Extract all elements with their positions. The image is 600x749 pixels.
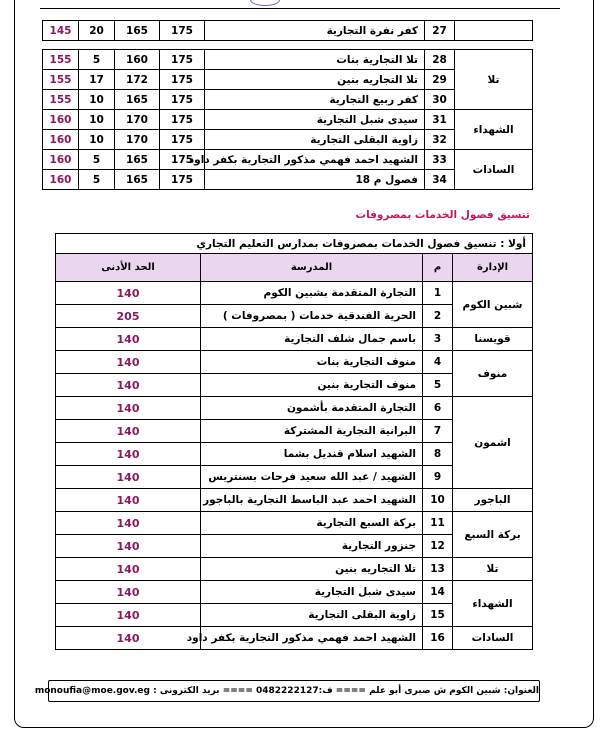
row-number: 7 xyxy=(423,420,453,443)
score-value: 170 xyxy=(115,130,160,150)
max-score: 175 xyxy=(160,50,205,70)
school-name: الحرية الفندقية خدمات ( بمصروفات ) xyxy=(201,305,423,328)
header-number: م xyxy=(423,254,453,282)
table-row xyxy=(56,512,533,535)
max-score: 175 xyxy=(160,150,205,170)
table-row xyxy=(56,627,533,650)
table-row xyxy=(56,328,533,351)
school-name: باسم جمال شلف التجارية xyxy=(201,328,423,351)
min-score: 205 xyxy=(56,305,201,328)
row-number: 12 xyxy=(423,535,453,558)
min-score: 145 xyxy=(43,21,79,41)
school-name: بركة السبع التجارية xyxy=(201,512,423,535)
school-name: منوف التجارية بنات xyxy=(201,351,423,374)
school-name: سيدى شبل التجارية xyxy=(205,110,425,130)
school-name: فصول م 18 xyxy=(205,170,425,190)
school-name: البرانية التجارية المشتركة xyxy=(201,420,423,443)
row-number: 13 xyxy=(423,558,453,581)
school-name: زاوية البقلى التجارية xyxy=(205,130,425,150)
district-cell: تلا xyxy=(455,50,533,110)
min-score: 160 xyxy=(43,150,79,170)
district-cell: شبين الكوم xyxy=(453,282,533,328)
district-cell: تلا xyxy=(453,558,533,581)
row-number: 30 xyxy=(425,90,455,110)
row-number: 28 xyxy=(425,50,455,70)
header-strip xyxy=(40,0,560,9)
header-district: الإدارة xyxy=(453,254,533,282)
row-number: 29 xyxy=(425,70,455,90)
min-score: 140 xyxy=(56,351,201,374)
count-value: 10 xyxy=(79,130,115,150)
score-value: 165 xyxy=(115,90,160,110)
score-value: 172 xyxy=(115,70,160,90)
min-score: 140 xyxy=(56,397,201,420)
min-score: 140 xyxy=(56,581,201,604)
row-number: 10 xyxy=(423,489,453,512)
score-value: 160 xyxy=(115,50,160,70)
min-score: 160 xyxy=(43,130,79,150)
district-cell: بركة السبع xyxy=(453,512,533,558)
table-row xyxy=(56,351,533,374)
score-value: 165 xyxy=(115,170,160,190)
footer-contact: العنوان: شبين الكوم ش صبرى أبو علم ==== ف:0482222127 ==== بريد الكترونى : monoufia@moe.gov.eg xyxy=(48,680,540,702)
min-score: 140 xyxy=(56,466,201,489)
table-spacer xyxy=(43,41,533,50)
count-value: 5 xyxy=(79,150,115,170)
min-score: 140 xyxy=(56,328,201,351)
table-row xyxy=(56,558,533,581)
school-name: جنزور التجارية xyxy=(201,535,423,558)
school-name: سيدى شبل التجارية xyxy=(201,581,423,604)
row-number: 2 xyxy=(423,305,453,328)
max-score: 175 xyxy=(160,90,205,110)
count-value: 10 xyxy=(79,90,115,110)
min-score: 140 xyxy=(56,282,201,305)
row-number: 6 xyxy=(423,397,453,420)
table-row xyxy=(43,110,533,130)
school-name: تلا التجارية بنات xyxy=(205,50,425,70)
score-value: 165 xyxy=(115,150,160,170)
table-row xyxy=(56,581,533,604)
table-caption: أولا : تنسيق فصول الخدمات بمصروفات بمدارس التعليم التجاري xyxy=(56,234,533,254)
district-cell: السادات xyxy=(453,627,533,650)
school-name: زاوية البقلى التجارية xyxy=(201,604,423,627)
min-score: 140 xyxy=(56,374,201,397)
school-name: تلا التجاريه بنين xyxy=(201,558,423,581)
services-admission-table xyxy=(55,233,533,650)
min-score: 140 xyxy=(56,558,201,581)
school-name: الشهيد احمد عبد الباسط التجارية بالباجور xyxy=(201,489,423,512)
min-score: 160 xyxy=(43,110,79,130)
max-score: 175 xyxy=(160,110,205,130)
district-cell: الباجور xyxy=(453,489,533,512)
score-value: 170 xyxy=(115,110,160,130)
row-number: 8 xyxy=(423,443,453,466)
min-score: 160 xyxy=(43,170,79,190)
min-score: 140 xyxy=(56,604,201,627)
table-row xyxy=(43,50,533,70)
district-cell xyxy=(455,21,533,41)
row-number: 1 xyxy=(423,282,453,305)
row-number: 11 xyxy=(423,512,453,535)
school-name: الشهيد احمد فهمي مذكور التجارية بكفر داود xyxy=(205,150,425,170)
row-number: 34 xyxy=(425,170,455,190)
section-title: تنسيق فصول الخدمات بمصروفات xyxy=(355,209,530,221)
row-number: 3 xyxy=(423,328,453,351)
school-name: الشهيد احمد فهمي مذكور التجارية بكفر داود xyxy=(201,627,423,650)
district-cell: منوف xyxy=(453,351,533,397)
school-name: الشهيد / عبد الله سعيد فرحات بسنتريس xyxy=(201,466,423,489)
row-number: 33 xyxy=(425,150,455,170)
district-cell: الشهداء xyxy=(453,581,533,627)
table-header-row xyxy=(56,254,533,282)
admission-table-continued xyxy=(42,20,533,190)
table-row xyxy=(56,282,533,305)
max-score: 175 xyxy=(160,130,205,150)
table-row xyxy=(56,489,533,512)
school-name: كفر ربيع التجارية xyxy=(205,90,425,110)
district-cell: قويسنا xyxy=(453,328,533,351)
score-value: 165 xyxy=(115,21,160,41)
row-number: 14 xyxy=(423,581,453,604)
district-cell: السادات xyxy=(455,150,533,190)
district-cell: الشهداء xyxy=(455,110,533,150)
count-value: 17 xyxy=(79,70,115,90)
row-number: 4 xyxy=(423,351,453,374)
table-row xyxy=(43,150,533,170)
school-name: التجارة المتقدمة بأشمون xyxy=(201,397,423,420)
count-value: 20 xyxy=(79,21,115,41)
min-score: 140 xyxy=(56,627,201,650)
row-number: 15 xyxy=(423,604,453,627)
max-score: 175 xyxy=(160,170,205,190)
count-value: 5 xyxy=(79,170,115,190)
table-caption-row xyxy=(56,234,533,254)
table-row xyxy=(43,21,533,41)
count-value: 5 xyxy=(79,50,115,70)
min-score: 140 xyxy=(56,443,201,466)
school-name: التجارة المتقدمة بشبين الكوم xyxy=(201,282,423,305)
min-score: 140 xyxy=(56,512,201,535)
min-score: 140 xyxy=(56,535,201,558)
row-number: 31 xyxy=(425,110,455,130)
min-score: 140 xyxy=(56,489,201,512)
count-value: 10 xyxy=(79,110,115,130)
school-name: كفر نفرة التجارية xyxy=(205,21,425,41)
district-cell: اشمون xyxy=(453,397,533,489)
min-score: 155 xyxy=(43,70,79,90)
max-score: 175 xyxy=(160,21,205,41)
school-name: منوف التجارية بنين xyxy=(201,374,423,397)
min-score: 140 xyxy=(56,420,201,443)
row-number: 5 xyxy=(423,374,453,397)
row-number: 16 xyxy=(423,627,453,650)
table-row xyxy=(56,397,533,420)
school-name: تلا التجاريه بنين xyxy=(205,70,425,90)
school-name: الشهيد اسلام قنديل بشما xyxy=(201,443,423,466)
row-number: 9 xyxy=(423,466,453,489)
header-min: الحد الأدنى xyxy=(56,254,201,282)
max-score: 175 xyxy=(160,70,205,90)
min-score: 155 xyxy=(43,90,79,110)
header-school: المدرسة xyxy=(201,254,423,282)
min-score: 155 xyxy=(43,50,79,70)
row-number: 32 xyxy=(425,130,455,150)
row-number: 27 xyxy=(425,21,455,41)
